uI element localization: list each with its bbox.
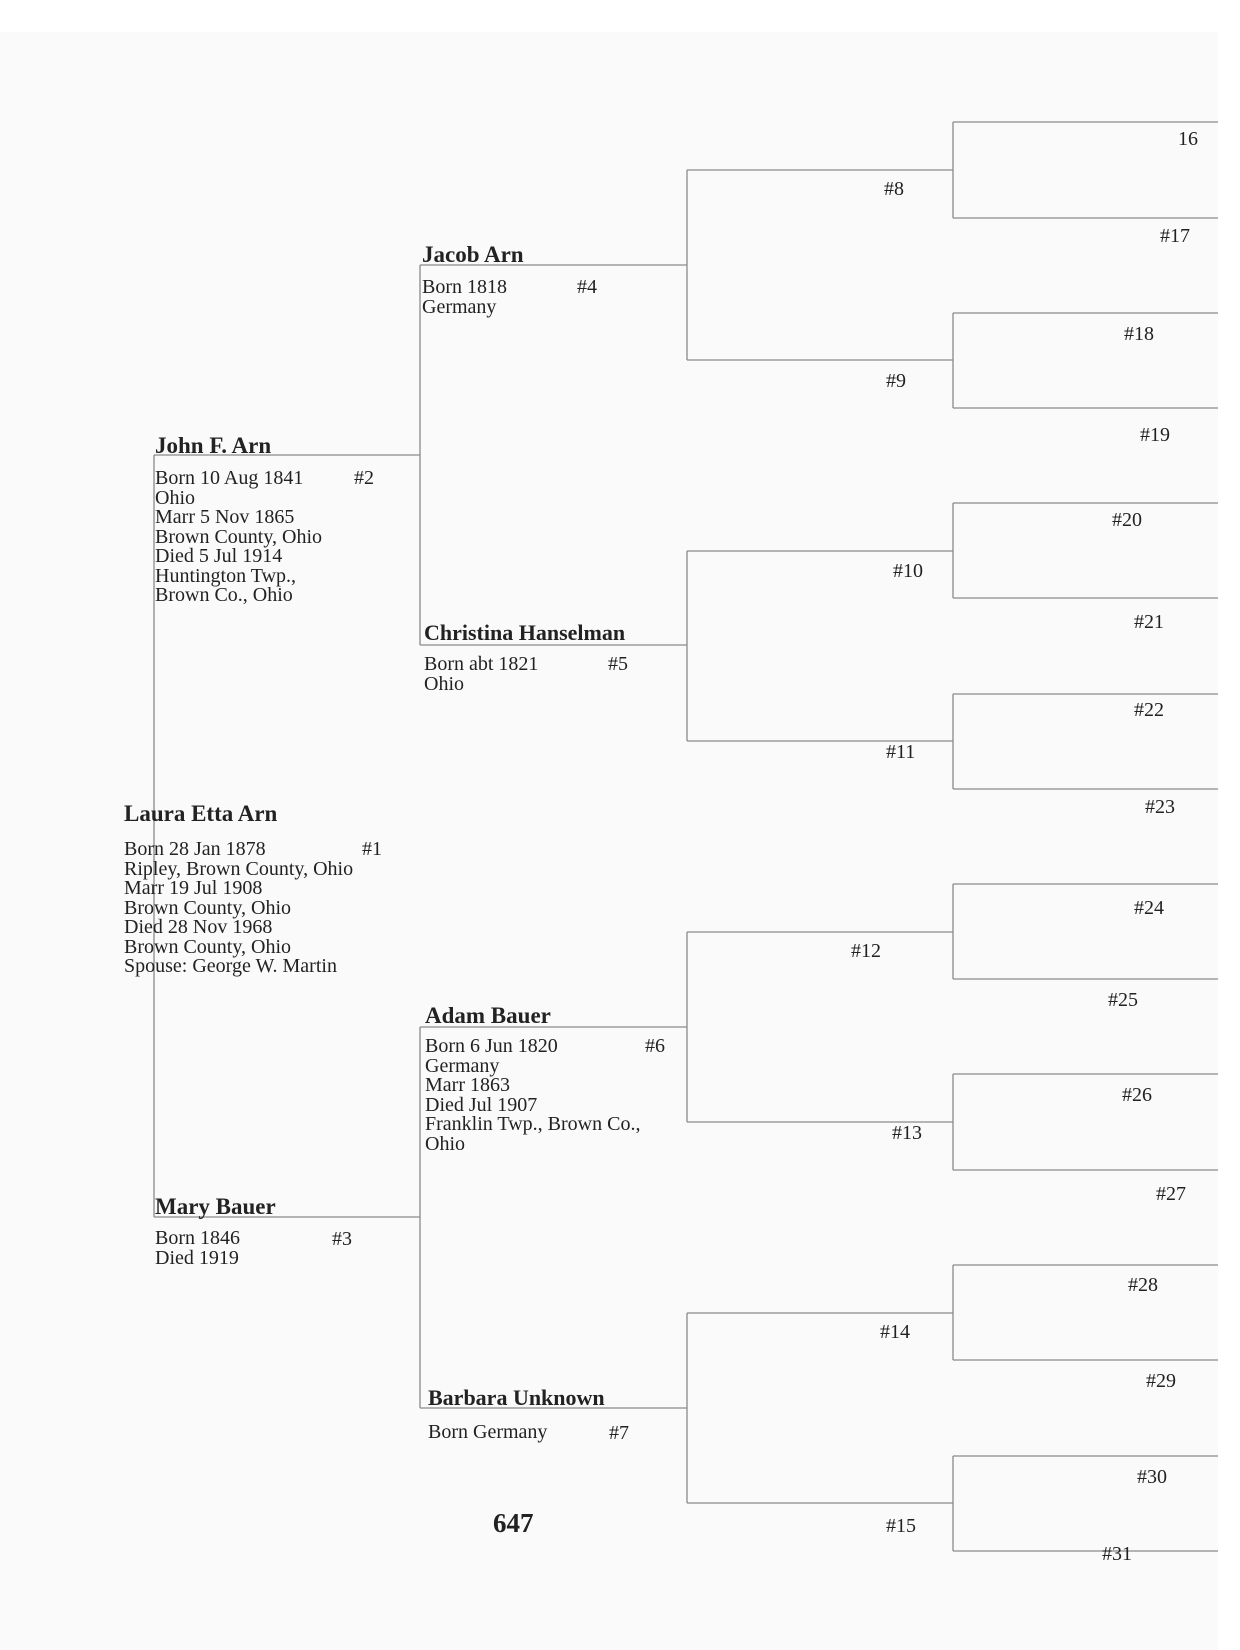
ancestor-number-27: #27 [1156,1183,1186,1205]
person-3-name: Mary Bauer [155,1194,276,1219]
ancestor-number-20: #20 [1112,509,1142,531]
person-2-name: John F. Arn [155,433,272,458]
person-7-detail-line: Born Germany [428,1421,548,1443]
ancestor-number-31: #31 [1102,1543,1132,1565]
person-2-detail-line: Ohio [155,486,195,509]
ancestor-number-19: #19 [1140,424,1170,446]
person-6-number: #6 [645,1035,665,1057]
person-6-detail-line: Marr 1863 [425,1074,510,1096]
person-7-details [428,1423,547,1443]
page-number: 647 [493,1508,534,1538]
person-1-detail-line: Ripley, Brown County, Ohio [124,857,354,880]
person-7-name: Barbara Unknown [428,1385,605,1410]
ancestor-number-10: #10 [893,560,923,582]
person-2-detail-line: Brown Co., Ohio [155,584,293,606]
person-4-details [422,278,507,317]
ancestor-number-9: #9 [886,370,906,392]
person-4-number: #4 [577,276,597,298]
person-2-details [155,469,322,606]
person-6-detail-line: Born 6 Jun 1820 [425,1035,558,1057]
ancestor-number-30: #30 [1137,1466,1167,1488]
ancestor-number-17: #17 [1160,225,1190,247]
ancestor-number-28: #28 [1128,1274,1158,1296]
person-1-number: #1 [362,838,382,860]
person-1-name: Laura Etta Arn [124,801,278,826]
person-3-detail-line: Died 1919 [155,1246,239,1269]
person-1-detail-line: Born 28 Jan 1878 [124,838,266,860]
person-2-detail-line: Marr 5 Nov 1865 [155,506,295,528]
person-2-detail-line: Brown County, Ohio [155,525,323,548]
ancestor-number-18: #18 [1124,323,1154,345]
person-6-detail-line: Franklin Twp., Brown Co., [425,1113,641,1135]
person-5-name: Christina Hanselman [424,620,626,645]
person-5-detail-line: Ohio [424,672,464,695]
person-3-details [155,1229,240,1268]
person-1-detail-line: Brown County, Ohio [124,896,292,919]
person-7-number: #7 [609,1422,629,1444]
person-1-details [124,840,353,977]
ancestor-number-24: #24 [1134,897,1164,919]
person-3-detail-line: Born 1846 [155,1227,240,1249]
person-4-name: Jacob Arn [422,242,524,267]
ancestor-number-21: #21 [1134,611,1164,633]
ancestor-number-11: #11 [886,741,916,763]
person-4-detail-line: Germany [422,295,497,318]
ancestor-number-25: #25 [1108,989,1138,1011]
person-5-number: #5 [608,653,628,675]
person-5-details [424,655,538,694]
ancestor-number-29: #29 [1146,1370,1176,1392]
person-6-details [425,1037,640,1154]
person-1-detail-line: Died 28 Nov 1968 [124,916,273,938]
person-3-number: #3 [332,1228,352,1250]
person-5-detail-line: Born abt 1821 [424,653,539,675]
person-2-detail-line: Huntington Twp., [155,564,297,587]
ancestor-number-8: #8 [884,178,904,200]
person-2-number: #2 [354,467,374,489]
ancestor-number-14: #14 [880,1321,910,1343]
person-2-detail-line: Died 5 Jul 1914 [155,545,283,567]
ancestor-number-22: #22 [1134,699,1164,721]
ancestor-number-13: #13 [892,1122,922,1144]
ancestor-number-12: #12 [851,940,881,962]
person-1-detail-line: Spouse: George W. Martin [124,955,337,977]
ancestor-number-15: #15 [886,1515,916,1537]
ancestor-number-26: #26 [1122,1084,1152,1106]
person-1-detail-line: Marr 19 Jul 1908 [124,877,263,899]
person-2-detail-line: Born 10 Aug 1841 [155,467,304,489]
person-4-detail-line: Born 1818 [422,276,507,298]
person-6-detail-line: Germany [425,1054,500,1077]
person-6-detail-line: Died Jul 1907 [425,1093,538,1116]
ancestor-number-23: #23 [1145,796,1175,818]
person-1-detail-line: Brown County, Ohio [124,935,292,958]
ancestor-number-16: 16 [1178,128,1198,150]
person-6-detail-line: Ohio [425,1132,465,1155]
person-6-name: Adam Bauer [425,1003,551,1028]
